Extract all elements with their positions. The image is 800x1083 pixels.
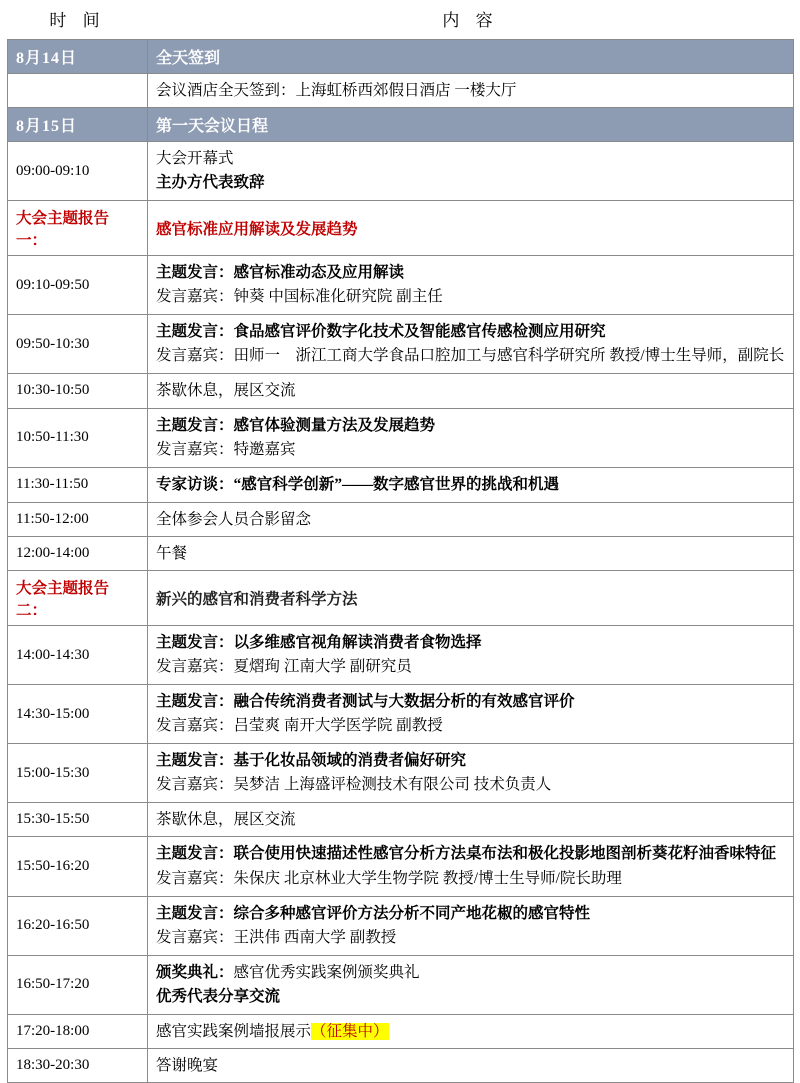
row-time: 18:30-20:30 bbox=[8, 1048, 148, 1082]
speech-title-label: 主题发言： bbox=[156, 416, 234, 434]
speech-title-line bbox=[156, 690, 785, 714]
table-row bbox=[8, 467, 794, 502]
speech-title-line bbox=[156, 414, 785, 438]
row-time: 12:00-14:00 bbox=[8, 536, 148, 570]
table-row bbox=[8, 536, 794, 570]
topic-row bbox=[8, 201, 794, 256]
row-time: 16:50-17:20 bbox=[8, 955, 148, 1014]
speech-title: 食品感官评价数字化技术及智能感官传感检测应用研究 bbox=[233, 323, 606, 341]
speech-title-line bbox=[156, 902, 785, 926]
speech-title-line bbox=[156, 842, 785, 866]
table-row bbox=[8, 408, 794, 467]
speech-guest-label: 发言嘉宾： bbox=[156, 288, 234, 306]
row-content: 答谢晚宴 bbox=[148, 1048, 794, 1082]
row-line-2: 主办方代表致辞 bbox=[156, 174, 265, 192]
speech-guest: 特邀嘉宾 bbox=[233, 440, 296, 458]
award-label: 颁奖典礼： bbox=[156, 963, 234, 981]
table-row bbox=[8, 142, 794, 201]
table-row bbox=[8, 1048, 794, 1082]
table-row bbox=[8, 256, 794, 315]
speech-guest-label: 发言嘉宾： bbox=[156, 776, 234, 794]
row-content: 全体参会人员合影留念 bbox=[148, 502, 794, 536]
table-row bbox=[8, 1014, 794, 1048]
table-row bbox=[8, 502, 794, 536]
speech-title: 感官标准动态及应用解读 bbox=[233, 264, 405, 282]
agenda-table bbox=[7, 0, 794, 1083]
row-time: 09:00-09:10 bbox=[8, 142, 148, 201]
speech-guest: 夏熠珣 江南大学 副研究员 bbox=[233, 658, 412, 676]
band-date: 8月14日 bbox=[8, 40, 148, 74]
speech-guest-label: 发言嘉宾： bbox=[156, 658, 234, 676]
row-content bbox=[148, 256, 794, 315]
section-band-row bbox=[8, 40, 794, 74]
speech-guest: 吕莹爽 南开大学医学院 副教授 bbox=[233, 717, 443, 735]
speech-guest-label: 发言嘉宾： bbox=[156, 869, 234, 887]
table-row bbox=[8, 685, 794, 744]
section-band-row bbox=[8, 108, 794, 142]
table-row bbox=[8, 837, 794, 896]
table-row bbox=[8, 315, 794, 374]
table-row bbox=[8, 803, 794, 837]
speech-guest-label: 发言嘉宾： bbox=[156, 717, 234, 735]
speech-title-label: 主题发言： bbox=[156, 904, 234, 922]
row-time: 09:10-09:50 bbox=[8, 256, 148, 315]
award-line-2: 优秀代表分享交流 bbox=[156, 987, 281, 1005]
row-time: 14:00-14:30 bbox=[8, 626, 148, 685]
speech-title-line bbox=[156, 261, 785, 285]
row-content bbox=[148, 626, 794, 685]
speech-title: 联合使用快速描述性感官分析方法桌布法和极化投影地图剖析葵花籽油香味特征 bbox=[233, 845, 777, 863]
speech-title-label: 主题发言： bbox=[156, 845, 234, 863]
topic-label: 大会主题报告一： bbox=[8, 201, 148, 256]
row-content: 专家访谈：“感官科学创新”——数字感官世界的挑战和机遇 bbox=[148, 467, 794, 502]
topic-label: 大会主题报告二： bbox=[8, 571, 148, 626]
row-time: 15:30-15:50 bbox=[8, 803, 148, 837]
row-content bbox=[148, 1014, 794, 1048]
speech-title-line bbox=[156, 749, 785, 773]
table-row bbox=[8, 374, 794, 408]
row-time: 10:30-10:50 bbox=[8, 374, 148, 408]
row-time: 16:20-16:50 bbox=[8, 896, 148, 955]
row-content bbox=[148, 408, 794, 467]
speech-guest-line bbox=[156, 285, 785, 309]
speech-guest-line bbox=[156, 867, 785, 891]
row-content bbox=[148, 744, 794, 803]
speech-guest-line bbox=[156, 773, 785, 797]
row-time: 15:00-15:30 bbox=[8, 744, 148, 803]
table-row bbox=[8, 74, 794, 108]
topic-row bbox=[8, 571, 794, 626]
band-date: 8月15日 bbox=[8, 108, 148, 142]
collecting-badge: （征集中） bbox=[311, 1022, 389, 1040]
row-content bbox=[148, 315, 794, 374]
table-row bbox=[8, 896, 794, 955]
speech-guest: 朱保庆 北京林业大学生物学院 教授/博士生导师/院长助理 bbox=[233, 869, 622, 887]
row-time: 09:50-10:30 bbox=[8, 315, 148, 374]
speech-title-line bbox=[156, 631, 785, 655]
speech-guest-label: 发言嘉宾： bbox=[156, 928, 234, 946]
row-line-1: 大会开幕式 bbox=[156, 150, 234, 168]
table-row bbox=[8, 955, 794, 1014]
table-header-row bbox=[8, 0, 794, 40]
table-row bbox=[8, 626, 794, 685]
speech-title-label: 主题发言： bbox=[156, 634, 234, 652]
header-time: 时 间 bbox=[8, 0, 148, 40]
row-time: 11:30-11:50 bbox=[8, 467, 148, 502]
table-row bbox=[8, 744, 794, 803]
speech-title-line bbox=[156, 320, 785, 344]
row-time: 11:50-12:00 bbox=[8, 502, 148, 536]
speech-title: 融合传统消费者测试与大数据分析的有效感官评价 bbox=[233, 693, 575, 711]
speech-guest-label: 发言嘉宾： bbox=[156, 440, 234, 458]
row-content bbox=[148, 837, 794, 896]
topic-title: 新兴的感官和消费者科学方法 bbox=[148, 571, 794, 626]
band-title: 第一天会议日程 bbox=[148, 108, 794, 142]
speech-title: 基于化妆品领域的消费者偏好研究 bbox=[233, 752, 467, 770]
speech-title: 综合多种感官评价方法分析不同产地花椒的感官特性 bbox=[233, 904, 591, 922]
speech-title-label: 主题发言： bbox=[156, 323, 234, 341]
speech-guest-line bbox=[156, 344, 785, 368]
speech-title-label: 主题发言： bbox=[156, 752, 234, 770]
award-text: 感官优秀实践案例颁奖典礼 bbox=[233, 963, 420, 981]
speech-title: 以多维感官视角解读消费者食物选择 bbox=[233, 634, 482, 652]
row-time: 10:50-11:30 bbox=[8, 408, 148, 467]
speech-title: 感官体验测量方法及发展趋势 bbox=[233, 416, 436, 434]
row-content: 会议酒店全天签到：上海虹桥西郊假日酒店 一楼大厅 bbox=[148, 74, 794, 108]
band-title: 全天签到 bbox=[148, 40, 794, 74]
row-content bbox=[148, 896, 794, 955]
speech-guest-line bbox=[156, 438, 785, 462]
poster-text: 感官实践案例墙报展示 bbox=[156, 1022, 312, 1040]
row-time: 14:30-15:00 bbox=[8, 685, 148, 744]
speech-guest-label: 发言嘉宾： bbox=[156, 347, 234, 365]
speech-guest-line bbox=[156, 714, 785, 738]
award-line-1 bbox=[156, 961, 785, 985]
row-content bbox=[148, 955, 794, 1014]
row-time: 15:50-16:20 bbox=[8, 837, 148, 896]
speech-guest: 王洪伟 西南大学 副教授 bbox=[233, 928, 397, 946]
row-time: 17:20-18:00 bbox=[8, 1014, 148, 1048]
speech-guest: 吴梦洁 上海盛评检测技术有限公司 技术负责人 bbox=[233, 776, 552, 794]
speech-title-label: 主题发言： bbox=[156, 693, 234, 711]
speech-guest-line bbox=[156, 926, 785, 950]
row-content bbox=[148, 685, 794, 744]
speech-guest: 田师一 浙江工商大学食品口腔加工与感官科学研究所 教授/博士生导师，副院长 bbox=[233, 347, 785, 365]
row-content: 午餐 bbox=[148, 536, 794, 570]
row-content bbox=[148, 142, 794, 201]
row-content: 茶歇休息，展区交流 bbox=[148, 374, 794, 408]
speech-guest-line bbox=[156, 655, 785, 679]
header-content: 内 容 bbox=[148, 0, 794, 40]
speech-title-label: 主题发言： bbox=[156, 264, 234, 282]
row-content: 茶歇休息，展区交流 bbox=[148, 803, 794, 837]
speech-guest: 钟葵 中国标准化研究院 副主任 bbox=[233, 288, 443, 306]
row-time bbox=[8, 74, 148, 108]
topic-title: 感官标准应用解读及发展趋势 bbox=[148, 201, 794, 256]
